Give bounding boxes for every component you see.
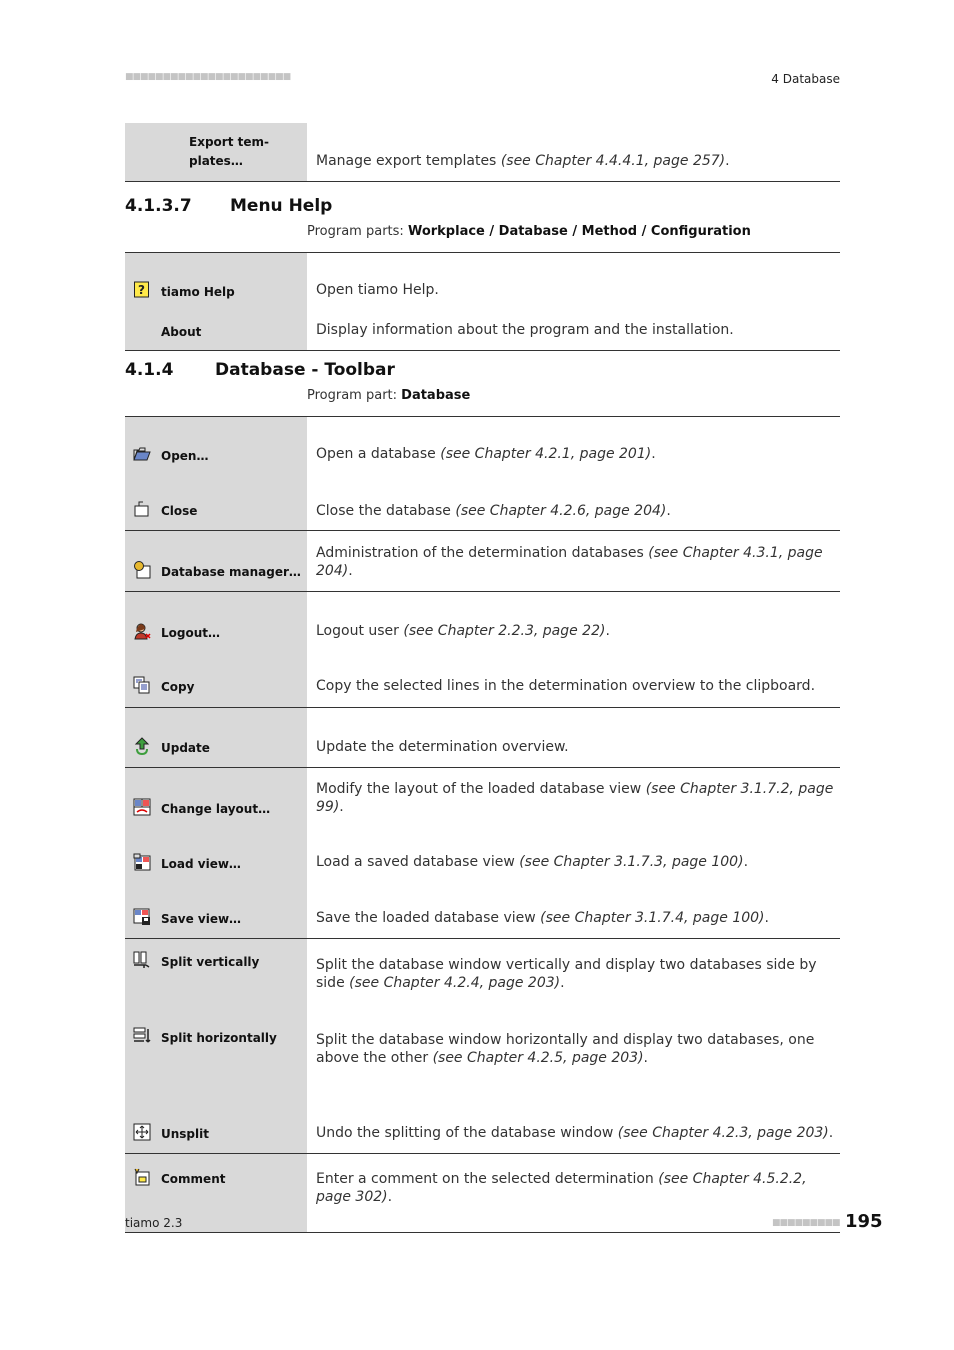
menu-item-about[interactable]: About	[161, 324, 202, 339]
open-desc: Open a database (see Chapter 4.2.1, page 201).	[316, 446, 656, 462]
change-layout-desc: Modify the layout of the loaded database view (see Chapter 3.1.7.2, page 99).	[316, 781, 834, 815]
close-folder-icon	[133, 500, 151, 518]
about-desc: Display information about the program and the installation.	[307, 309, 840, 351]
comment-desc: Enter a comment on the selected determination (see Chapter 4.5.2.2, page 302).	[307, 1154, 840, 1233]
update-desc: Update the determination overview.	[307, 708, 840, 768]
load-view-icon	[133, 853, 151, 871]
split-horizontal-icon	[133, 1027, 151, 1045]
export-templates-label: Export tem- plates…	[125, 123, 307, 181]
unsplit-icon	[133, 1123, 151, 1141]
menu-help-table	[125, 252, 840, 351]
program-part-toolbar: Program part: Database	[307, 388, 471, 403]
svg-text:?: ?	[138, 283, 145, 297]
change-layout-icon	[133, 798, 151, 816]
toolbar-button-save-view[interactable]: Save view…	[125, 908, 307, 926]
copy-icon	[133, 676, 151, 694]
export-templates-desc: Manage export templates (see Chapter 4.4.4.1, page 257).	[307, 123, 840, 181]
section-heading-toolbar: 4.1.4 Database - Toolbar	[125, 360, 395, 380]
close-desc: Close the database (see Chapter 4.2.6, page 204).	[307, 471, 840, 531]
load-view-desc: Load a saved database view (see Chapter 3.1.7.3, page 100).	[316, 854, 749, 870]
export-table	[125, 123, 840, 182]
section-heading-menu-help: 4.1.3.7 Menu Help	[125, 196, 333, 216]
save-view-desc: Save the loaded database view (see Chapter 3.1.7.4, page 100).	[307, 879, 840, 939]
save-view-icon	[133, 908, 151, 926]
toolbar-button-split-horizontally[interactable]: Split horizontally	[125, 1027, 307, 1045]
toolbar-button-load-view[interactable]: Load view…	[125, 853, 307, 871]
header-section: 4 Database	[771, 72, 840, 86]
toolbar-button-comment[interactable]: Comment	[125, 1168, 307, 1186]
tiamo-help-desc: Open tiamo Help.	[316, 282, 439, 298]
toolbar-button-change-layout[interactable]: Change layout…	[125, 798, 307, 816]
toolbar-button-update[interactable]: Update	[125, 737, 307, 755]
logout-user-icon	[133, 622, 151, 640]
toolbar-button-unsplit[interactable]: Unsplit	[125, 1123, 307, 1141]
menu-item-tiamo-help[interactable]: ? tiamo Help	[125, 281, 307, 299]
program-parts-menu-help: Program parts: Workplace / Database / Method / Configuration	[307, 224, 751, 239]
page-number: 195	[845, 1211, 883, 1232]
toolbar-table	[125, 416, 840, 1233]
toolbar-button-split-vertically[interactable]: Split vertically	[125, 951, 307, 969]
database-manager-icon	[133, 561, 151, 579]
header-decoration: ■■■■■■■■■■■■■■■■■■■■■■	[125, 72, 291, 82]
database-manager-desc: Administration of the determination databases (see Chapter 4.3.1, page 204).	[307, 531, 840, 592]
toolbar-button-database-manager[interactable]: Database manager…	[125, 561, 307, 579]
toolbar-button-copy[interactable]: Copy	[125, 676, 307, 694]
unsplit-desc: Undo the splitting of the database window (see Chapter 4.2.3, page 203).	[307, 1093, 840, 1154]
split-vertical-icon	[133, 951, 151, 969]
footer-product: tiamo 2.3	[125, 1216, 183, 1230]
toolbar-button-open[interactable]: Open…	[125, 445, 307, 463]
copy-desc: Copy the selected lines in the determination overview to the clipboard.	[307, 648, 840, 708]
toolbar-button-logout[interactable]: Logout…	[125, 622, 307, 640]
footer-decoration: ■■■■■■■■■	[772, 1218, 840, 1228]
split-vertically-desc: Split the database window vertically and display two databases side by side (see Chapter 4.2.4, page 203).	[316, 957, 817, 991]
comment-icon	[133, 1168, 151, 1186]
update-icon	[133, 737, 151, 755]
split-horizontally-desc: Split the database window horizontally and display two databases, one above the other (see Chapter 4.2.5, page 203).	[316, 1032, 815, 1066]
logout-desc: Logout user (see Chapter 2.2.3, page 22).	[316, 623, 610, 639]
folder-open-icon	[133, 445, 151, 463]
toolbar-button-close[interactable]: Close	[125, 500, 307, 518]
help-icon	[133, 281, 151, 299]
